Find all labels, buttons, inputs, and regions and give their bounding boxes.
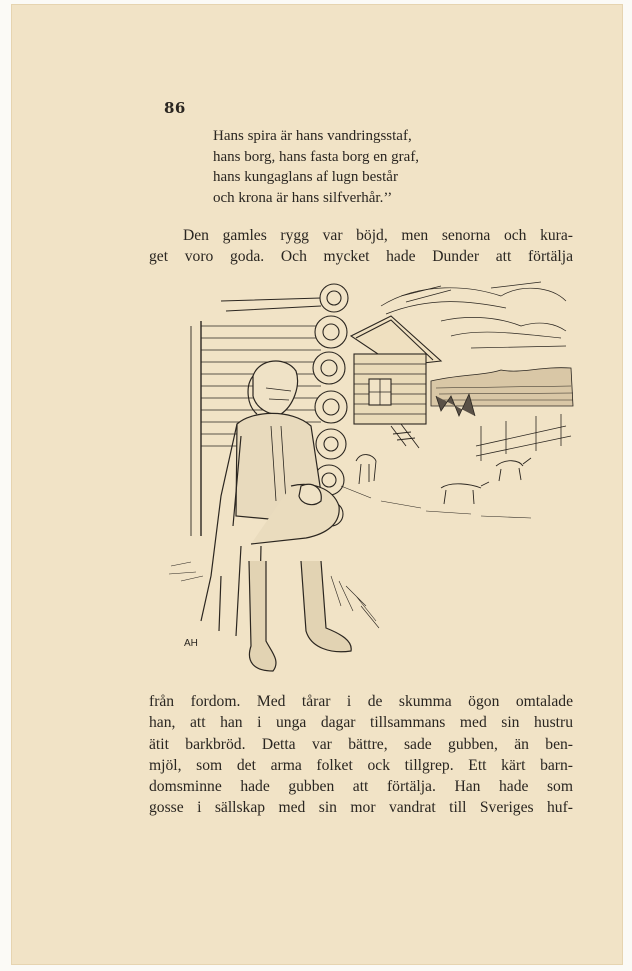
paragraph-bottom <box>149 691 573 819</box>
poem-stanza <box>213 126 419 208</box>
illustration-old-man-by-cabin <box>141 276 581 676</box>
paragraph-top <box>149 225 573 268</box>
text-line: ätit barkbröd. Detta var bättre, sade gubben, än ben- <box>149 735 573 753</box>
goats <box>356 455 531 504</box>
illustrator-signature: AH <box>184 638 198 649</box>
page-number: 86 <box>164 99 186 117</box>
text-line: get voro goda. Och mycket hade Dunder att förtälja <box>149 248 573 266</box>
poem-line: och krona är hans silfverhår.’’ <box>213 189 393 206</box>
text-line: han, att han i unga dagar tillsammans med sin hustru <box>149 714 573 732</box>
text-line: domsminne hade gubben att förtälja. Han hade som <box>149 778 573 796</box>
small-cabin <box>351 316 441 448</box>
poem-line: Hans spira är hans vandringsstaf, <box>213 128 412 144</box>
book-page <box>11 4 623 965</box>
text-line: gosse i sällskap med sin mor vandrat till Sveriges huf- <box>149 799 573 817</box>
text-line: mjöl, som det arma folket ock tillgrep. Ett kärt barn- <box>149 756 573 774</box>
ground-hatching <box>169 486 531 628</box>
poem-line: hans kungaglans af lugn består <box>213 169 398 185</box>
poem-line: hans borg, hans fasta borg en graf, <box>213 148 420 165</box>
text-line: från fordom. Med tårar i de skumma ögon omtalade <box>149 693 573 710</box>
text-line: Den gamles rygg var böjd, men senorna och kura- <box>183 227 573 244</box>
